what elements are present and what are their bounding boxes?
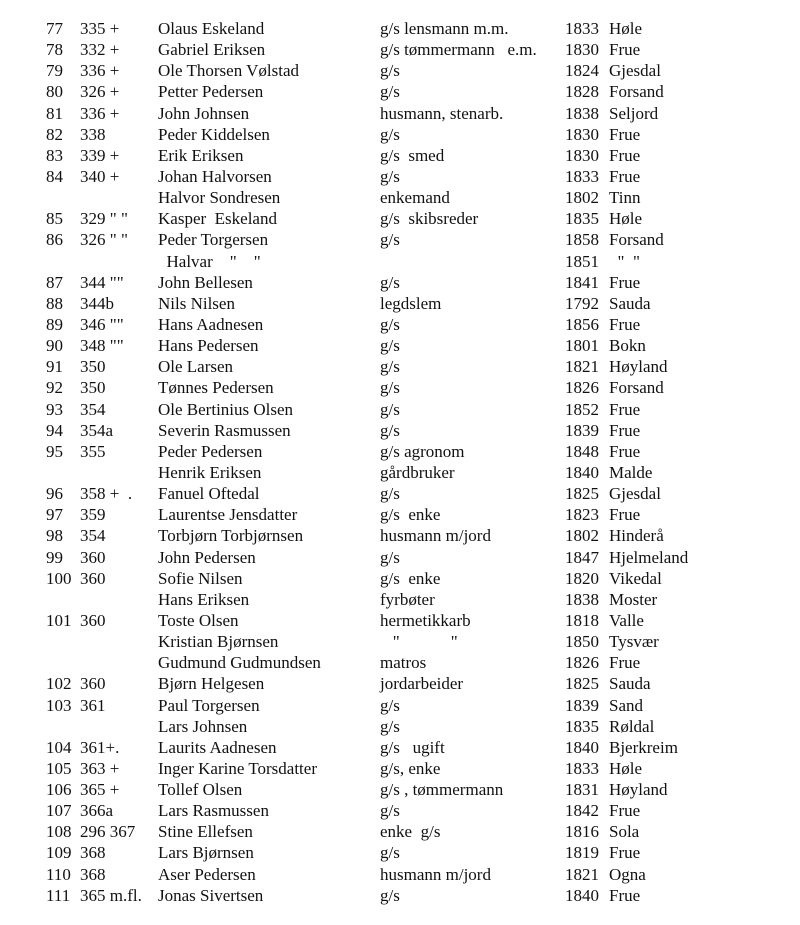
person-name: Peder Torgersen <box>158 230 269 250</box>
birth-year: 1835 <box>565 716 599 736</box>
person-name: Laurits Aadnesen <box>158 737 277 757</box>
reference-number: 354 <box>80 399 106 419</box>
reference-number: 340 + <box>80 166 120 186</box>
person-name: Tønnes Pedersen <box>158 378 274 398</box>
reference-number: 336 + <box>80 103 120 123</box>
reference-number: 360 <box>80 674 106 694</box>
person-name: Petter Pedersen <box>158 82 264 102</box>
person-name: Paul Torgersen <box>158 695 260 715</box>
table-row <box>0 187 800 208</box>
occupation: matros <box>380 653 427 673</box>
entry-number: 103 <box>46 695 72 715</box>
reference-number: 350 <box>80 378 106 398</box>
table-row <box>0 758 800 779</box>
birth-place: Forsand <box>609 378 664 398</box>
table-row <box>0 39 800 60</box>
table-row <box>0 737 800 758</box>
table-row <box>0 716 800 737</box>
birth-year: 1792 <box>565 293 599 313</box>
table-row <box>0 335 800 356</box>
person-name: Erik Eriksen <box>158 145 244 165</box>
person-name: Lars Johnsen <box>158 716 248 736</box>
person-name: Halvar " " <box>158 251 261 271</box>
person-name: Sofie Nilsen <box>158 568 243 588</box>
entry-number: 87 <box>46 272 63 292</box>
person-name: Ole Bertinius Olsen <box>158 399 294 419</box>
birth-place: Bjerkreim <box>609 737 678 757</box>
occupation: husmann m/jord <box>380 526 491 546</box>
person-name: Peder Kiddelsen <box>158 124 270 144</box>
table-row <box>0 483 800 504</box>
birth-year: 1830 <box>565 40 599 60</box>
birth-place: Høyland <box>609 780 668 800</box>
birth-place: Frue <box>609 272 641 292</box>
entry-number: 80 <box>46 82 63 102</box>
reference-number: 350 <box>80 357 106 377</box>
person-name: Kristian Bjørnsen <box>158 632 279 652</box>
table-row <box>0 103 800 124</box>
person-name: Lars Rasmussen <box>158 801 269 821</box>
reference-number: 354 <box>80 526 106 546</box>
occupation: g/s, enke <box>380 758 441 778</box>
birth-year: 1852 <box>565 399 599 419</box>
entry-number: 86 <box>46 230 63 250</box>
birth-year: 1825 <box>565 484 599 504</box>
reference-number: 361+. <box>80 737 120 757</box>
person-name: Laurentse Jensdatter <box>158 505 298 525</box>
birth-year: 1816 <box>565 822 599 842</box>
table-row <box>0 864 800 885</box>
birth-year: 1839 <box>565 420 599 440</box>
person-name: Hans Eriksen <box>158 589 250 609</box>
birth-year: 1823 <box>565 505 599 525</box>
birth-place: Frue <box>609 441 641 461</box>
birth-place: Frue <box>609 885 641 905</box>
entry-number: 82 <box>46 124 63 144</box>
birth-year: 1826 <box>565 653 599 673</box>
table-row <box>0 124 800 145</box>
person-name: Tollef Olsen <box>158 780 243 800</box>
birth-year: 1825 <box>565 674 599 694</box>
table-row <box>0 589 800 610</box>
reference-number: 360 <box>80 610 106 630</box>
birth-year: 1840 <box>565 885 599 905</box>
occupation: g/s lensmann m.m. <box>380 19 509 38</box>
entry-number: 98 <box>46 526 63 546</box>
entry-number: 108 <box>46 822 72 842</box>
reference-number: 368 <box>80 864 106 884</box>
occupation: fyrbøter <box>380 589 435 609</box>
person-name: Peder Pedersen <box>158 441 263 461</box>
table-row <box>0 420 800 441</box>
entry-number: 101 <box>46 610 72 630</box>
birth-year: 1833 <box>565 166 599 186</box>
birth-year: 1851 <box>565 251 599 271</box>
birth-place: Frue <box>609 145 641 165</box>
birth-year: 1858 <box>565 230 599 250</box>
table-row <box>0 568 800 589</box>
birth-year: 1833 <box>565 758 599 778</box>
entry-number: 84 <box>46 166 63 186</box>
person-name: Gabriel Eriksen <box>158 40 266 60</box>
birth-place: Frue <box>609 420 641 440</box>
reference-number: 348 "" <box>80 336 124 356</box>
table-row <box>0 377 800 398</box>
birth-place: Sand <box>609 695 643 715</box>
entry-number: 96 <box>46 484 63 504</box>
birth-place: Valle <box>609 610 644 630</box>
person-name: Bjørn Helgesen <box>158 674 265 694</box>
birth-place: Sauda <box>609 674 651 694</box>
occupation: legdslem <box>380 293 442 313</box>
entry-number: 90 <box>46 336 63 356</box>
occupation: " " <box>380 632 458 652</box>
person-name: Kasper Eskeland <box>158 209 277 229</box>
occupation: g/s skibsreder <box>380 209 479 229</box>
reference-number: 335 + <box>80 19 120 38</box>
person-name: Toste Olsen <box>158 610 239 630</box>
entry-number: 79 <box>46 61 63 81</box>
occupation: g/s <box>380 399 400 419</box>
occupation: g/s tømmermann e.m. <box>380 40 537 60</box>
birth-place: Sola <box>609 822 640 842</box>
birth-place: " " <box>609 251 640 271</box>
table-row <box>0 81 800 102</box>
reference-number: 339 + <box>80 145 120 165</box>
birth-year: 1821 <box>565 864 599 884</box>
table-row <box>0 145 800 166</box>
birth-year: 1820 <box>565 568 599 588</box>
occupation: g/s <box>380 230 400 250</box>
birth-year: 1839 <box>565 695 599 715</box>
birth-place: Hinderå <box>609 526 664 546</box>
person-name: Severin Rasmussen <box>158 420 291 440</box>
person-name: Lars Bjørnsen <box>158 843 254 863</box>
occupation: gårdbruker <box>380 462 455 482</box>
birth-place: Moster <box>609 589 658 609</box>
entry-number: 104 <box>46 737 72 757</box>
reference-number: 363 + <box>80 758 120 778</box>
person-name: Inger Karine Torsdatter <box>158 758 317 778</box>
entry-number: 89 <box>46 314 63 334</box>
table-row <box>0 314 800 335</box>
occupation: g/s <box>380 801 400 821</box>
birth-year: 1833 <box>565 19 599 38</box>
burial-register-table <box>0 18 800 906</box>
table-row <box>0 673 800 694</box>
reference-number: 360 <box>80 547 106 567</box>
occupation: g/s <box>380 357 400 377</box>
birth-year: 1802 <box>565 526 599 546</box>
person-name: Gudmund Gudmundsen <box>158 653 321 673</box>
table-row <box>0 229 800 250</box>
person-name: Jonas Sivertsen <box>158 885 264 905</box>
reference-number: 359 <box>80 505 106 525</box>
birth-place: Hjelmeland <box>609 547 689 567</box>
occupation: husmann m/jord <box>380 864 491 884</box>
birth-place: Frue <box>609 399 641 419</box>
reference-number: 358 + . <box>80 484 133 504</box>
table-row <box>0 251 800 272</box>
birth-year: 1840 <box>565 737 599 757</box>
reference-number: 344b <box>80 293 114 313</box>
person-name: Fanuel Oftedal <box>158 484 260 504</box>
entry-number: 100 <box>46 568 72 588</box>
table-row <box>0 441 800 462</box>
birth-place: Vikedal <box>609 568 662 588</box>
birth-year: 1828 <box>565 82 599 102</box>
person-name: Olaus Eskeland <box>158 19 265 38</box>
occupation: enke g/s <box>380 822 441 842</box>
person-name: Stine Ellefsen <box>158 822 253 842</box>
table-row <box>0 208 800 229</box>
occupation: g/s <box>380 61 400 81</box>
birth-place: Gjesdal <box>609 484 661 504</box>
reference-number: 326 + <box>80 82 120 102</box>
birth-year: 1850 <box>565 632 599 652</box>
table-row <box>0 60 800 81</box>
occupation: g/s <box>380 695 400 715</box>
occupation: g/s enke <box>380 568 441 588</box>
birth-place: Høle <box>609 19 643 38</box>
person-name: Hans Pedersen <box>158 336 259 356</box>
birth-place: Frue <box>609 314 641 334</box>
birth-year: 1801 <box>565 336 599 356</box>
table-row <box>0 631 800 652</box>
entry-number: 88 <box>46 293 63 313</box>
occupation: hermetikkarb <box>380 610 471 630</box>
occupation: jordarbeider <box>380 674 464 694</box>
entry-number: 97 <box>46 505 63 525</box>
occupation: g/s agronom <box>380 441 465 461</box>
entry-number: 94 <box>46 420 63 440</box>
table-row <box>0 652 800 673</box>
reference-number: 355 <box>80 441 106 461</box>
entry-number: 107 <box>46 801 72 821</box>
occupation: g/s <box>380 885 400 905</box>
person-name: John Pedersen <box>158 547 256 567</box>
birth-place: Frue <box>609 653 641 673</box>
birth-place: Høle <box>609 758 643 778</box>
reference-number: 326 " " <box>80 230 128 250</box>
table-row <box>0 610 800 631</box>
reference-number: 360 <box>80 568 106 588</box>
table-row <box>0 504 800 525</box>
birth-year: 1847 <box>565 547 599 567</box>
table-row <box>0 462 800 483</box>
table-row <box>0 272 800 293</box>
occupation: g/s <box>380 314 400 334</box>
table-row <box>0 821 800 842</box>
table-row <box>0 885 800 906</box>
entry-number: 109 <box>46 843 72 863</box>
birth-place: Bokn <box>609 336 646 356</box>
occupation: g/s <box>380 843 400 863</box>
person-name: Ole Larsen <box>158 357 234 377</box>
occupation: g/s smed <box>380 145 445 165</box>
reference-number: 365 m.fl. <box>80 885 142 905</box>
person-name: John Johnsen <box>158 103 250 123</box>
person-name: Aser Pedersen <box>158 864 256 884</box>
birth-place: Gjesdal <box>609 61 661 81</box>
occupation: g/s <box>380 547 400 567</box>
table-row <box>0 800 800 821</box>
birth-year: 1841 <box>565 272 599 292</box>
reference-number: 361 <box>80 695 106 715</box>
birth-place: Høle <box>609 209 643 229</box>
table-row <box>0 166 800 187</box>
table-row <box>0 779 800 800</box>
reference-number: 344 "" <box>80 272 124 292</box>
entry-number: 110 <box>46 864 71 884</box>
birth-year: 1838 <box>565 589 599 609</box>
birth-year: 1818 <box>565 610 599 630</box>
entry-number: 95 <box>46 441 63 461</box>
birth-place: Tinn <box>609 188 641 208</box>
entry-number: 93 <box>46 399 63 419</box>
reference-number: 338 <box>80 124 106 144</box>
reference-number: 366a <box>80 801 114 821</box>
occupation: g/s <box>380 716 400 736</box>
occupation: husmann, stenarb. <box>380 103 504 123</box>
reference-number: 336 + <box>80 61 120 81</box>
person-name: Hans Aadnesen <box>158 314 264 334</box>
birth-year: 1802 <box>565 188 599 208</box>
occupation: enkemand <box>380 188 450 208</box>
reference-number: 365 + <box>80 780 120 800</box>
birth-place: Sauda <box>609 293 651 313</box>
person-name: Johan Halvorsen <box>158 166 272 186</box>
birth-year: 1830 <box>565 124 599 144</box>
person-name: Henrik Eriksen <box>158 462 262 482</box>
occupation: g/s <box>380 336 400 356</box>
birth-year: 1848 <box>565 441 599 461</box>
table-row <box>0 356 800 377</box>
entry-number: 102 <box>46 674 72 694</box>
occupation: g/s <box>380 166 400 186</box>
birth-place: Frue <box>609 124 641 144</box>
birth-year: 1842 <box>565 801 599 821</box>
birth-place: Frue <box>609 40 641 60</box>
birth-place: Seljord <box>609 103 659 123</box>
reference-number: 329 " " <box>80 209 128 229</box>
person-name: Halvor Sondresen <box>158 188 281 208</box>
birth-place: Frue <box>609 801 641 821</box>
person-name: Nils Nilsen <box>158 293 235 313</box>
table-row <box>0 695 800 716</box>
entry-number: 111 <box>46 885 71 905</box>
occupation: g/s ugift <box>380 737 445 757</box>
birth-year: 1838 <box>565 103 599 123</box>
birth-year: 1856 <box>565 314 599 334</box>
birth-place: Malde <box>609 462 653 482</box>
birth-place: Forsand <box>609 230 664 250</box>
birth-place: Høyland <box>609 357 668 377</box>
birth-place: Ogna <box>609 864 646 884</box>
reference-number: 332 + <box>80 40 120 60</box>
table-row <box>0 547 800 568</box>
birth-year: 1824 <box>565 61 599 81</box>
occupation: g/s <box>380 420 400 440</box>
entry-number: 83 <box>46 145 63 165</box>
occupation: g/s enke <box>380 505 441 525</box>
occupation: g/s <box>380 82 400 102</box>
person-name: John Bellesen <box>158 272 253 292</box>
table-row <box>0 293 800 314</box>
reference-number: 296 367 <box>80 822 136 842</box>
occupation: g/s <box>380 378 400 398</box>
birth-year: 1826 <box>565 378 599 398</box>
birth-place: Frue <box>609 505 641 525</box>
table-row <box>0 842 800 863</box>
occupation: g/s <box>380 124 400 144</box>
birth-year: 1819 <box>565 843 599 863</box>
entry-number: 92 <box>46 378 63 398</box>
entry-number: 78 <box>46 40 63 60</box>
birth-year: 1830 <box>565 145 599 165</box>
entry-number: 91 <box>46 357 63 377</box>
entry-number: 81 <box>46 103 63 123</box>
occupation: g/s , tømmermann <box>380 780 504 800</box>
entry-number: 99 <box>46 547 63 567</box>
reference-number: 346 "" <box>80 314 124 334</box>
table-row <box>0 399 800 420</box>
birth-year: 1835 <box>565 209 599 229</box>
occupation: g/s <box>380 484 400 504</box>
birth-place: Tysvær <box>609 632 659 652</box>
birth-place: Frue <box>609 166 641 186</box>
birth-year: 1821 <box>565 357 599 377</box>
person-name: Ole Thorsen Vølstad <box>158 61 300 81</box>
reference-number: 368 <box>80 843 106 863</box>
reference-number: 354a <box>80 420 114 440</box>
table-row <box>0 18 800 39</box>
birth-place: Forsand <box>609 82 664 102</box>
birth-place: Røldal <box>609 716 655 736</box>
birth-year: 1831 <box>565 780 599 800</box>
birth-year: 1840 <box>565 462 599 482</box>
entry-number: 106 <box>46 780 72 800</box>
entry-number: 77 <box>46 19 63 38</box>
occupation: g/s <box>380 272 400 292</box>
birth-place: Frue <box>609 843 641 863</box>
entry-number: 85 <box>46 209 63 229</box>
person-name: Torbjørn Torbjørnsen <box>158 526 304 546</box>
table-row <box>0 525 800 546</box>
entry-number: 105 <box>46 758 72 778</box>
